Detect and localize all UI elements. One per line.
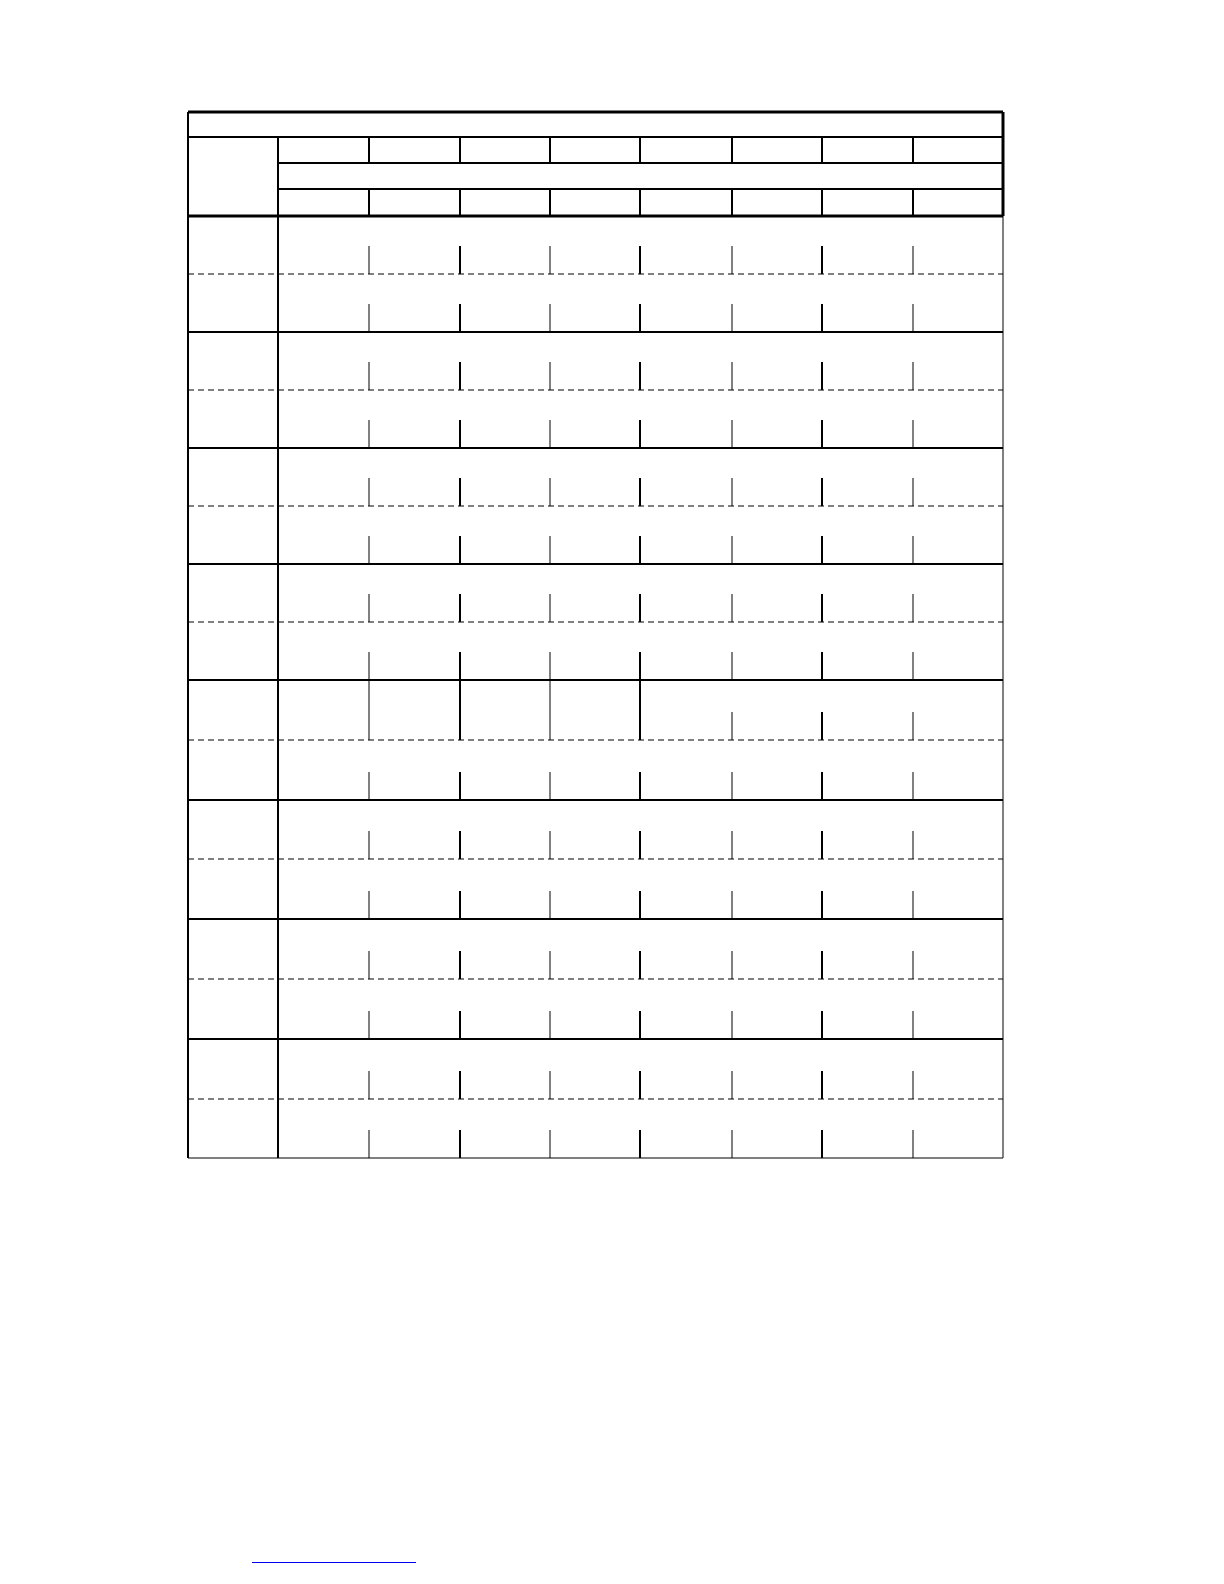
footer-link-underline bbox=[252, 1562, 416, 1563]
footer-link[interactable] bbox=[252, 1554, 416, 1568]
